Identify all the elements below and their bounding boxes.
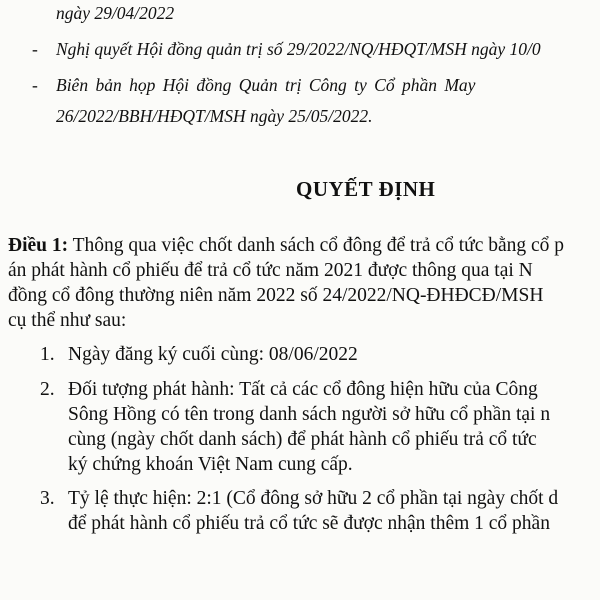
intro-bullet-resolution: Nghị quyết Hội đồng quản trị số 29/2022/NQ/HĐQT/MSH ngày 10/0 <box>56 39 541 59</box>
article-1-line-3: đồng cổ đông thường niên năm 2022 số 24/2022/NQ-ĐHĐCĐ/MSH <box>8 285 544 306</box>
list-item-line: để phát hành cổ phiếu trả cổ tức sẽ được nhận thêm 1 cổ phần <box>68 513 550 534</box>
list-item-number: 3. <box>40 488 55 509</box>
article-1-line-1 <box>8 234 564 258</box>
article-1-line-2: án phát hành cổ phiếu để trả cổ tức năm 2021 được thông qua tại N <box>8 260 533 281</box>
page-title: QUYẾT ĐỊNH <box>296 177 436 201</box>
list-item-line: Ngày đăng ký cuối cùng: 08/06/2022 <box>68 344 358 365</box>
article-1-line-4: cụ thể như sau: <box>8 310 127 331</box>
list-item-number: 2. <box>40 379 55 400</box>
bullet-marker: - <box>32 39 38 59</box>
list-item-line: Tỷ lệ thực hiện: 2:1 (Cổ đông sở hữu 2 cổ phần tại ngày chốt d <box>68 488 559 509</box>
list-item-line: Sông Hồng có tên trong danh sách người sở hữu cổ phần tại n <box>68 404 551 425</box>
intro-bullet-minutes: Biên bản họp Hội đồng Quản trị Công ty Cổ phần May <box>56 75 476 95</box>
list-item-line: Đối tượng phát hành: Tất cả các cổ đông hiện hữu của Công <box>68 379 538 400</box>
list-item-number: 1. <box>40 344 55 365</box>
list-item-line: ký chứng khoán Việt Nam cung cấp. <box>68 454 353 475</box>
list-item-line: cùng (ngày chốt danh sách) để phát hành cổ phiếu trả cổ tức <box>68 429 537 450</box>
bullet-marker: - <box>32 75 38 95</box>
intro-bullet-minutes-cont: 26/2022/BBH/HĐQT/MSH ngày 25/05/2022. <box>56 106 373 126</box>
article-label: Điều 1: <box>8 235 69 256</box>
intro-line-date: ngày 29/04/2022 <box>56 3 175 23</box>
article-1-text: Thông qua việc chốt danh sách cổ đông để trả cổ tức bằng cổ p <box>68 235 565 256</box>
